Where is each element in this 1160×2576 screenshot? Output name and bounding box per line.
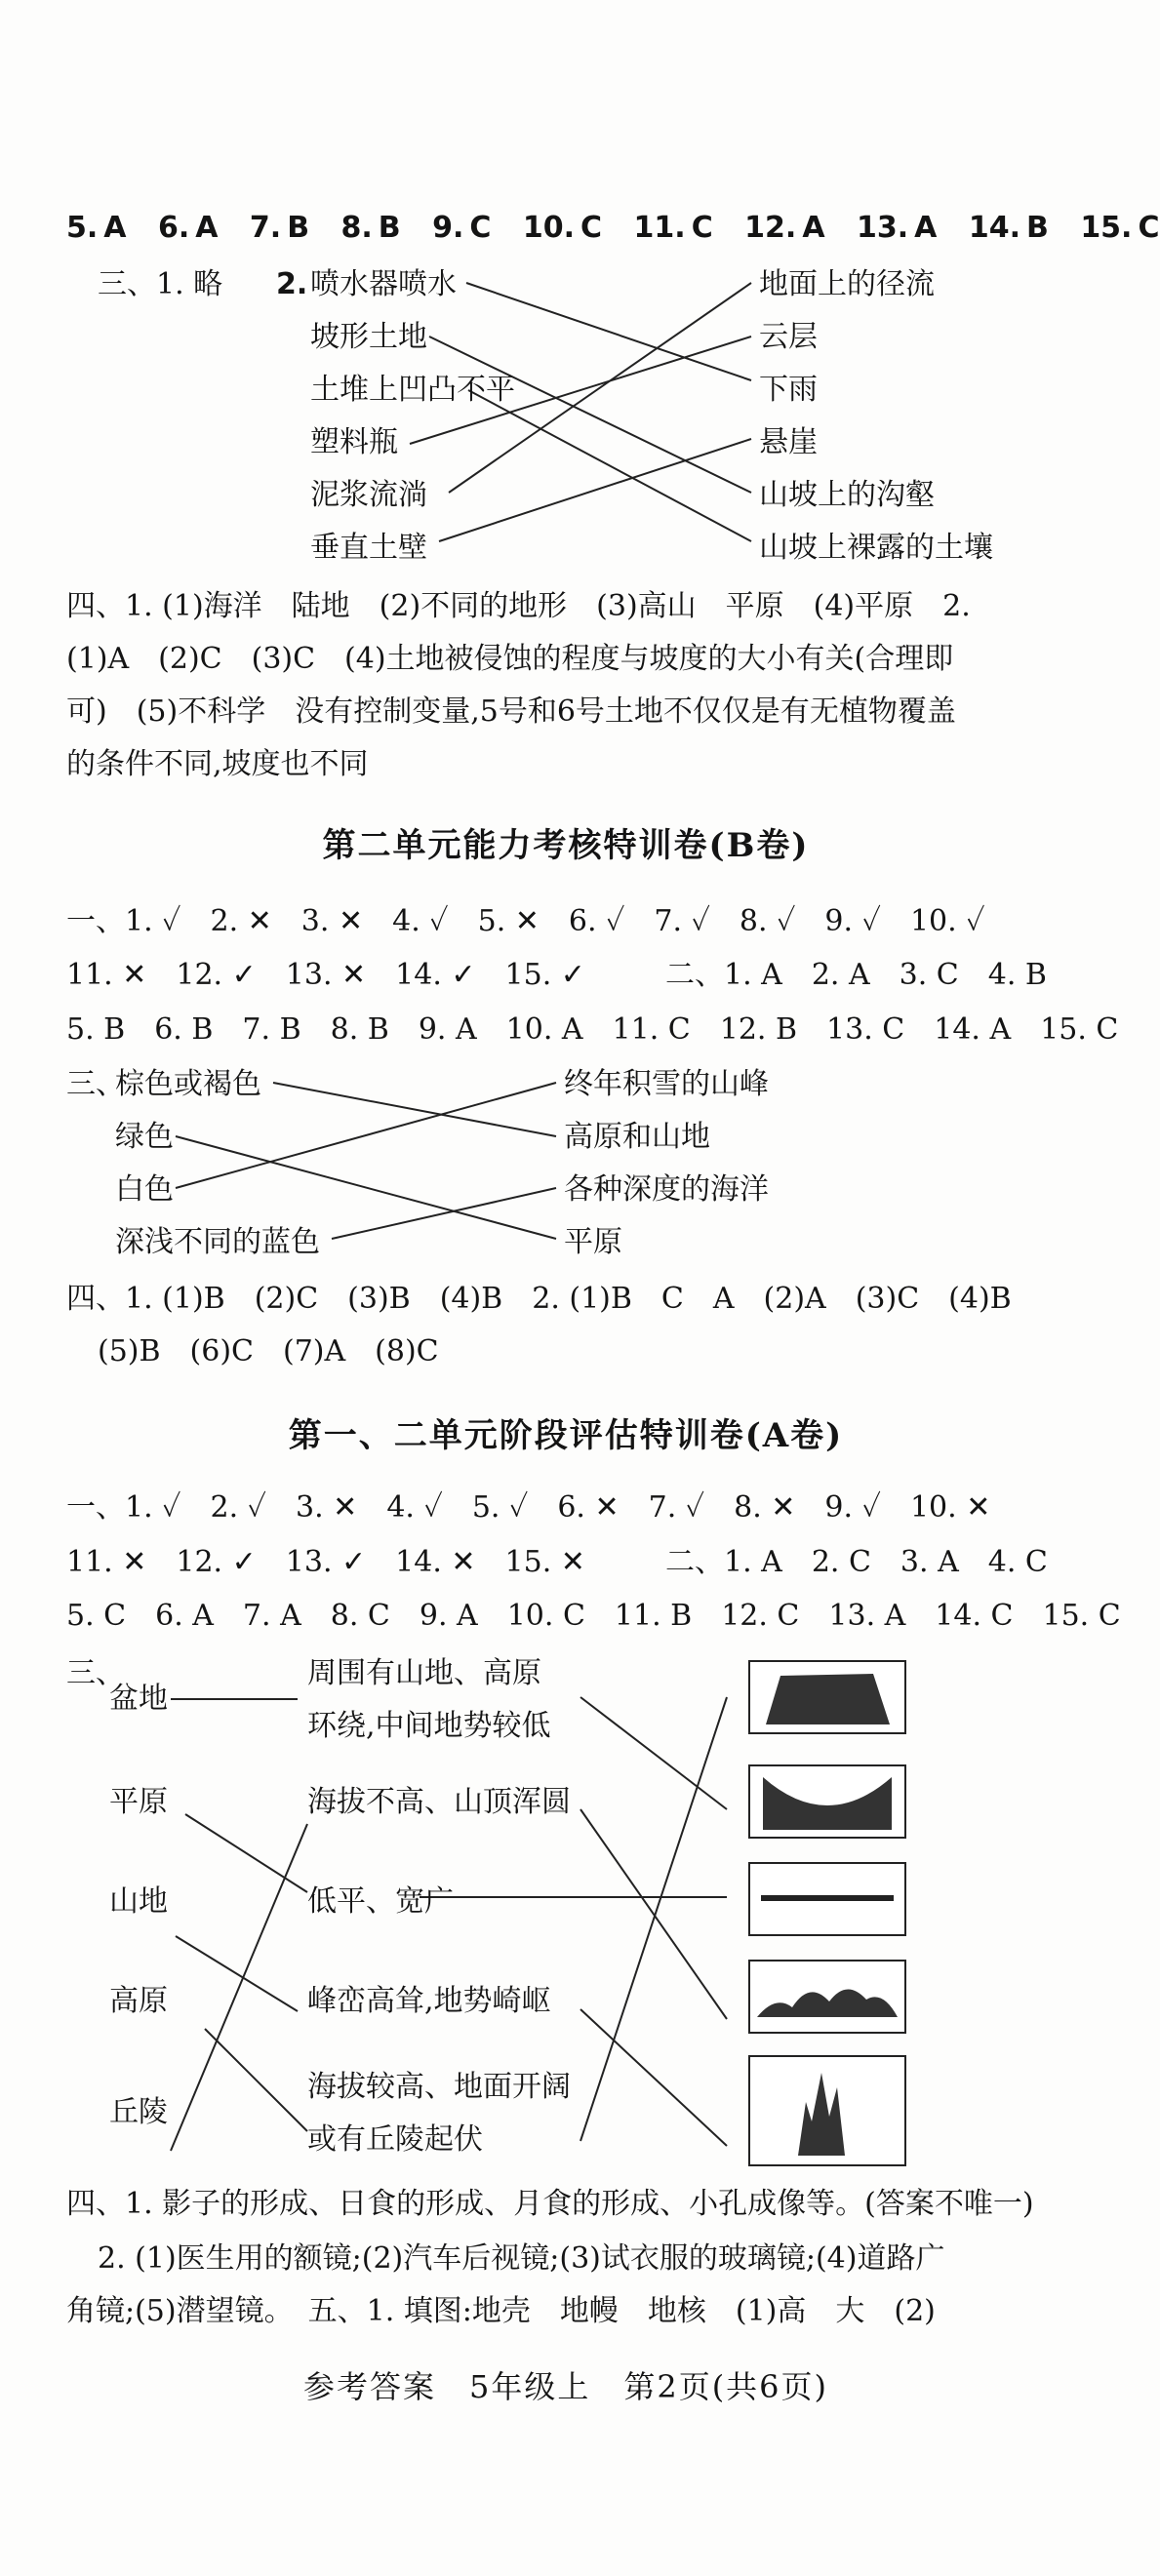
s1-right-2: 云层 [759,320,818,354]
s3-row2b: 二、1. A 2. C 3. A 4. C [665,1545,1048,1579]
s3-mid-2: 环绕,中间地势较低 [307,1709,551,1743]
s2-left-1: 棕色或褐色 [115,1067,261,1101]
s2-title: 第二单元能力考核特训卷(B卷) [322,826,810,865]
s3-left-2: 平原 [109,1785,168,1819]
s3-mid-1: 周围有山地、高原 [307,1656,541,1690]
s2-row1: 一、1. ✓ 2. ✕ 3. ✕ 4. ✓ 5. ✕ 6. ✓ 7. ✓ 8. ✓ 9. ✓ 10. ✓ [66,904,985,938]
s3-row2a: 11. ✕ 12. ✓ 13. ✓ 14. ✕ 15. ✕ [66,1545,585,1579]
s3-left-5: 丘陵 [109,2095,168,2129]
s3-left-4: 高原 [109,1984,168,2018]
s3-row3: 5. C 6. A 7. A 8. C 9. A 10. C 11. B 12. C 13. A 14. C 15. C [66,1599,1121,1633]
plateau-picture [749,1661,905,1733]
s1-left-2: 坡形土地 [310,320,427,354]
s3-title: 第一、二单元阶段评估特训卷(A卷) [288,1416,844,1455]
s3-left-1: 盆地 [109,1682,168,1716]
s1-right-4: 悬崖 [759,425,818,459]
basin-picture [749,1765,905,1838]
s1-ans-10: 10. C [522,211,603,245]
s1-si-line2: (1)A (2)C (3)C (4)土地被侵蚀的程度与坡度的大小有关(合理即 [66,642,954,676]
s1-left-4: 塑料瓶 [310,425,398,459]
s2-left-4: 深浅不同的蓝色 [115,1225,320,1259]
s1-si-line4: 的条件不同,坡度也不同 [66,747,369,781]
s1-ans-5: 5. A [66,211,127,245]
s1-left-1: 喷水器喷水 [310,267,457,301]
s2-san: 三、 [66,1067,125,1101]
s2-right-3: 各种深度的海洋 [564,1172,769,1207]
s1-row-5-15 [66,209,1160,248]
s1-si-line1: 四、1. (1)海洋 陆地 (2)不同的地形 (3)高山 平原 (4)平原 2. [66,589,971,623]
hills-picture [749,1961,905,2033]
s3-mid-4: 低平、宽广 [307,1884,454,1919]
s3-mid-7: 或有丘陵起伏 [307,2122,483,2157]
s1-si-line3: 可) (5)不科学 没有控制变量,5号和6号土地不仅仅是有无植物覆盖 [66,694,956,729]
s3-mid-5: 峰峦高耸,地势崎岖 [307,1984,551,2018]
s1-ans-15: 15. C [1080,211,1160,245]
page-footer: 参考答案 5年级上 第2页(共6页) [302,2368,829,2405]
s1-ans-7: 7. B [249,211,310,245]
s2-row2b: 二、1. A 2. A 3. C 4. B [665,958,1047,992]
s1-left-5: 泥浆流淌 [310,478,427,512]
s3-left-3: 山地 [109,1884,168,1919]
s1-san-item2: 2. [276,267,308,301]
s1-left-3: 土堆上凹凸不平 [310,373,515,407]
plain-picture [749,1863,905,1935]
s3-mid-6: 海拔较高、地面开阔 [307,2070,571,2104]
s3-mid-3: 海拔不高、山顶浑圆 [307,1785,571,1819]
s2-row2a: 11. ✕ 12. ✓ 13. ✕ 14. ✓ 15. ✓ [66,958,585,992]
s2-right-1: 终年积雪的山峰 [564,1067,769,1101]
s3-si-line2: 2. (1)医生用的额镜;(2)汽车后视镜;(3)试衣服的玻璃镜;(4)道路广 [98,2241,945,2276]
mountain-picture [749,2056,905,2165]
s1-ans-11: 11. C [633,211,713,245]
s3-row1: 一、1. ✓ 2. ✓ 3. ✕ 4. ✓ 5. ✓ 6. ✕ 7. ✓ 8. ✕ 9. ✓ 10. ✕ [66,1490,991,1525]
s1-right-5: 山坡上的沟壑 [759,478,935,512]
s2-si-line1: 四、1. (1)B (2)C (3)B (4)B 2. (1)B C A (2)A (3)C (4)B [66,1282,1012,1316]
s1-san-prefix: 三、1. 略 [98,267,223,301]
s3-si-line1: 四、1. 影子的形成、日食的形成、月食的形成、小孔成像等。(答案不唯一) [66,2187,1034,2221]
s2-right-2: 高原和山地 [564,1120,710,1154]
s3-san: 三、 [66,1656,125,1690]
s1-right-3: 下雨 [759,373,818,407]
s2-row3: 5. B 6. B 7. B 8. B 9. A 10. A 11. C 12. B 13. C 14. A 15. C [66,1012,1119,1047]
s1-ans-6: 6. A [157,211,219,245]
s1-ans-13: 13. A [857,211,938,245]
s1-ans-14: 14. B [968,211,1049,245]
s1-left-6: 垂直土壁 [310,531,427,565]
s2-si-line2: (5)B (6)C (7)A (8)C [98,1334,439,1368]
s1-ans-8: 8. B [340,211,401,245]
s1-right-1: 地面上的径流 [759,267,935,301]
s3-si-line3: 角镜;(5)潜望镜。 五、1. 填图:地壳 地幔 地核 (1)高 大 (2) [66,2294,936,2328]
s1-right-6: 山坡上裸露的土壤 [759,531,993,565]
s1-ans-12: 12. A [744,211,825,245]
s1-ans-9: 9. C [432,211,492,245]
s2-left-3: 白色 [115,1172,174,1207]
s2-left-2: 绿色 [115,1120,174,1154]
s2-right-4: 平原 [564,1225,622,1259]
